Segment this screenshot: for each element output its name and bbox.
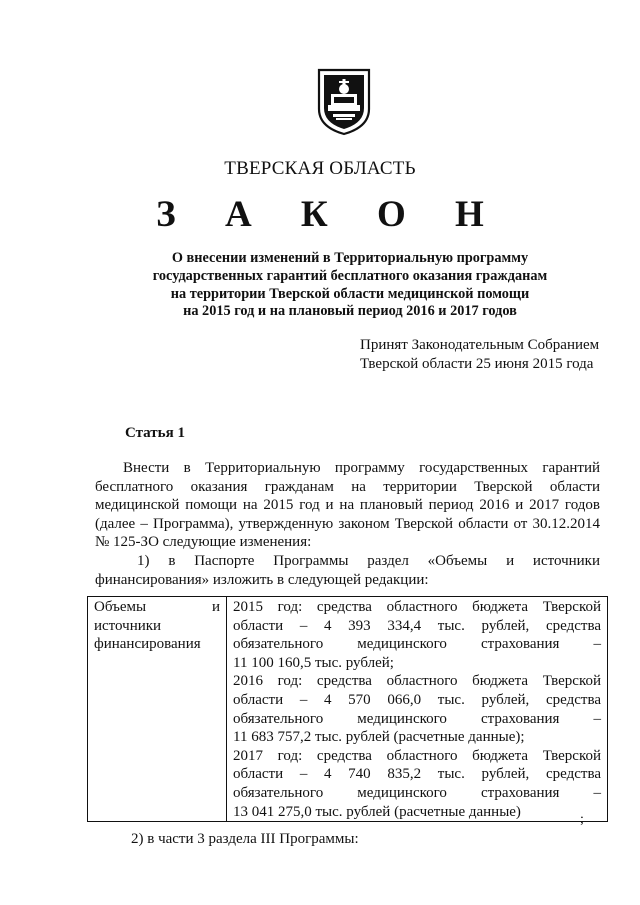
article-intro-paragraph: Внести в Территориальную программу государственных гарантий бесплатного оказания гражданам на территории Тверской области медицинской помощи на 2015 год и на плановый период 2016 и 2017 годов (далее – Программа), утвержденную законом Тверской области от 30.12.2014 № 125-ЗО следующие изменения: — [95, 460, 600, 551]
value-line: обязательного медицинского страхования – — [233, 784, 601, 801]
value-line: 2015 год: средства областного бюджета Тверской — [233, 599, 601, 615]
amendment-item-1: 1) в Паспорте Программы раздел «Объемы и источники финансирования» изложить в следующей редакции: — [95, 552, 600, 588]
region-name: ТВЕРСКАЯ ОБЛАСТЬ — [224, 158, 416, 179]
law-title-line: государственных гарантий бесплатного оказания гражданам — [152, 267, 548, 284]
article-body — [95, 459, 600, 589]
article-heading: Статья 1 — [125, 425, 185, 441]
value-line: обязательного медицинского страхования – — [233, 710, 601, 727]
value-line: области – 4 570 066,0 тыс. рублей, средства — [233, 691, 601, 708]
value-line: 11 100 160,5 тыс. рублей; — [233, 654, 394, 671]
label-line: источники — [94, 617, 162, 634]
value-line: области – 4 740 835,2 тыс. рублей, средства — [233, 766, 601, 783]
coat-of-arms-emblem — [317, 67, 371, 136]
financing-table — [87, 596, 608, 822]
law-title-line: на 2015 год и на плановый период 2016 и 2017 годов — [183, 303, 517, 320]
label-line: Объемы и — [94, 599, 220, 615]
table-row — [88, 597, 608, 822]
amendment-item-2: 2) в части 3 раздела III Программы: — [131, 831, 359, 847]
value-line: обязательного медицинского страхования – — [233, 636, 601, 653]
adoption-note-line: Тверской области 25 июня 2015 года — [360, 355, 594, 372]
label-line: финансирования — [94, 636, 201, 653]
law-title — [118, 250, 582, 321]
value-line: области – 4 393 334,4 тыс. рублей, средства — [233, 617, 601, 634]
document-type: З А К О Н — [156, 194, 504, 235]
law-title-line: О внесении изменений в Территориальную программу — [171, 250, 529, 266]
law-title-line: на территории Тверской области медицинской помощи — [170, 285, 530, 302]
value-line: 2017 год: средства областного бюджета Тверской — [233, 747, 601, 764]
value-line: 11 683 757,2 тыс. рублей (расчетные данные); — [233, 729, 525, 746]
adoption-note-line: Принят Законодательным Собранием — [360, 337, 600, 353]
financing-label-cell — [88, 597, 227, 822]
adoption-note — [360, 336, 599, 373]
value-line: 13 041 275,0 тыс. рублей (расчетные данные) — [233, 803, 521, 820]
table-end-mark: ; — [580, 812, 584, 827]
financing-value-cell — [227, 597, 608, 822]
value-line: 2016 год: средства областного бюджета Тверской — [233, 673, 601, 690]
